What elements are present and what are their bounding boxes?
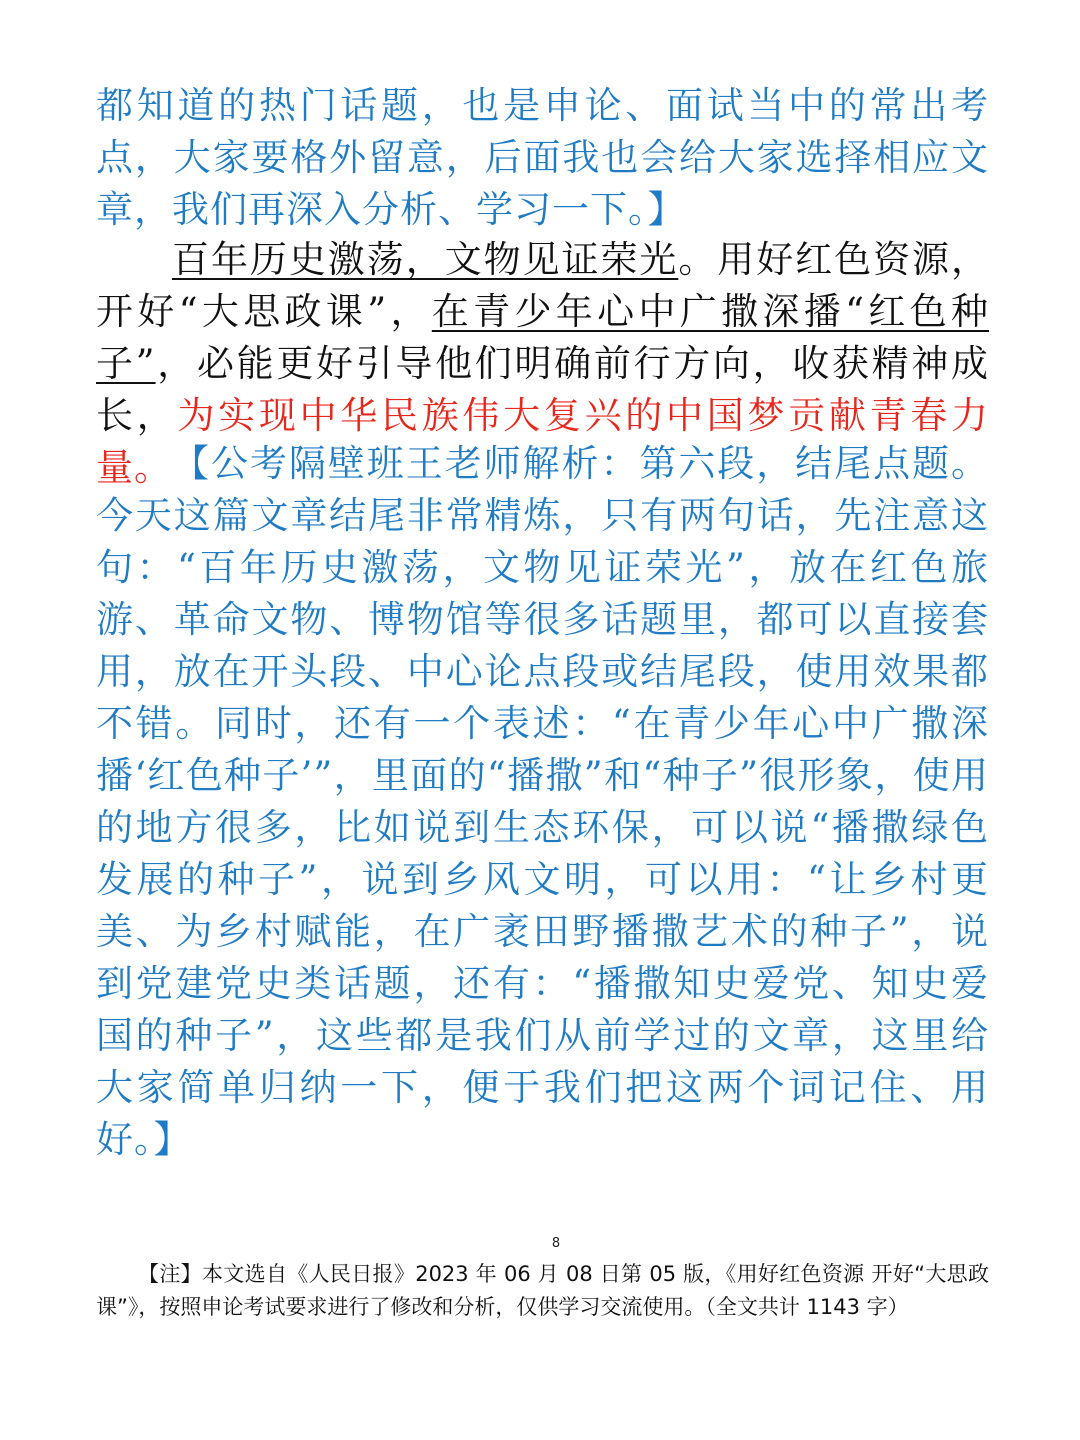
red-highlight-ending: 为实现中华民族伟大复兴的中国梦贡献青春力量。 [96,394,990,489]
teacher-analysis-paragraph: 【公考隔壁班王老师解析：第六段，结尾点题。今天这篇文章结尾非常精炼，只有两句话，先注意这句：“百年历史激荡，文物见证荣光”，放在红色旅游、革命文物、博物馆等很多话题里，都可以直接套用，放在开头段、中心论点段或结尾段，使用效果都不错。同时，还有一个表述：“在青少年心中广撒深播‘红色种子’”，里面的“播撒”和“种子”很形象，使用的地方很多，比如说到生态环保，可以说“播撒绿色发展的种子”，说到乡风文明，可以用：“让乡村更美、为乡村赋能，在广袤田野播撒艺术的种子”，说到党建党史类话题，还有：“播撒知史爱党、知史爱国的种子”，这些都是我们从前学过的文章，这里给大家简单归纳一下，便于我们把这两个词记住、用好。】 [96,442,989,1161]
underlined-phrase-red-seeds: 在青少年心中广撒深播“红色种子” [96,290,989,385]
sentence-guidance: ，必能更好引导他们明确前行方向，收获精神成长， [96,342,990,437]
page-number: 8 [551,1236,561,1251]
sentence-red-resources: 。用好红色资源，开好“大思政课”， [96,238,990,333]
underlined-sentence-history: 百年历史激荡，文物见证荣光 [172,238,679,281]
source-footnote: 【注】本文选自《人民日报》2023 年 06 月 08 日第 05 版，《用好红色资源 开好“大思政课”》，按照申论考试要求进行了修改和分析，仅供学习交流使用。（全文共计 1143 字） [96,1262,989,1319]
analysis-paragraph-tail: 都知道的热门话题，也是申论、面试当中的常出考点，大家要格外留意，后面我也会给大家选择相应文章，我们再深入分析、学习一下。】 [96,84,989,231]
